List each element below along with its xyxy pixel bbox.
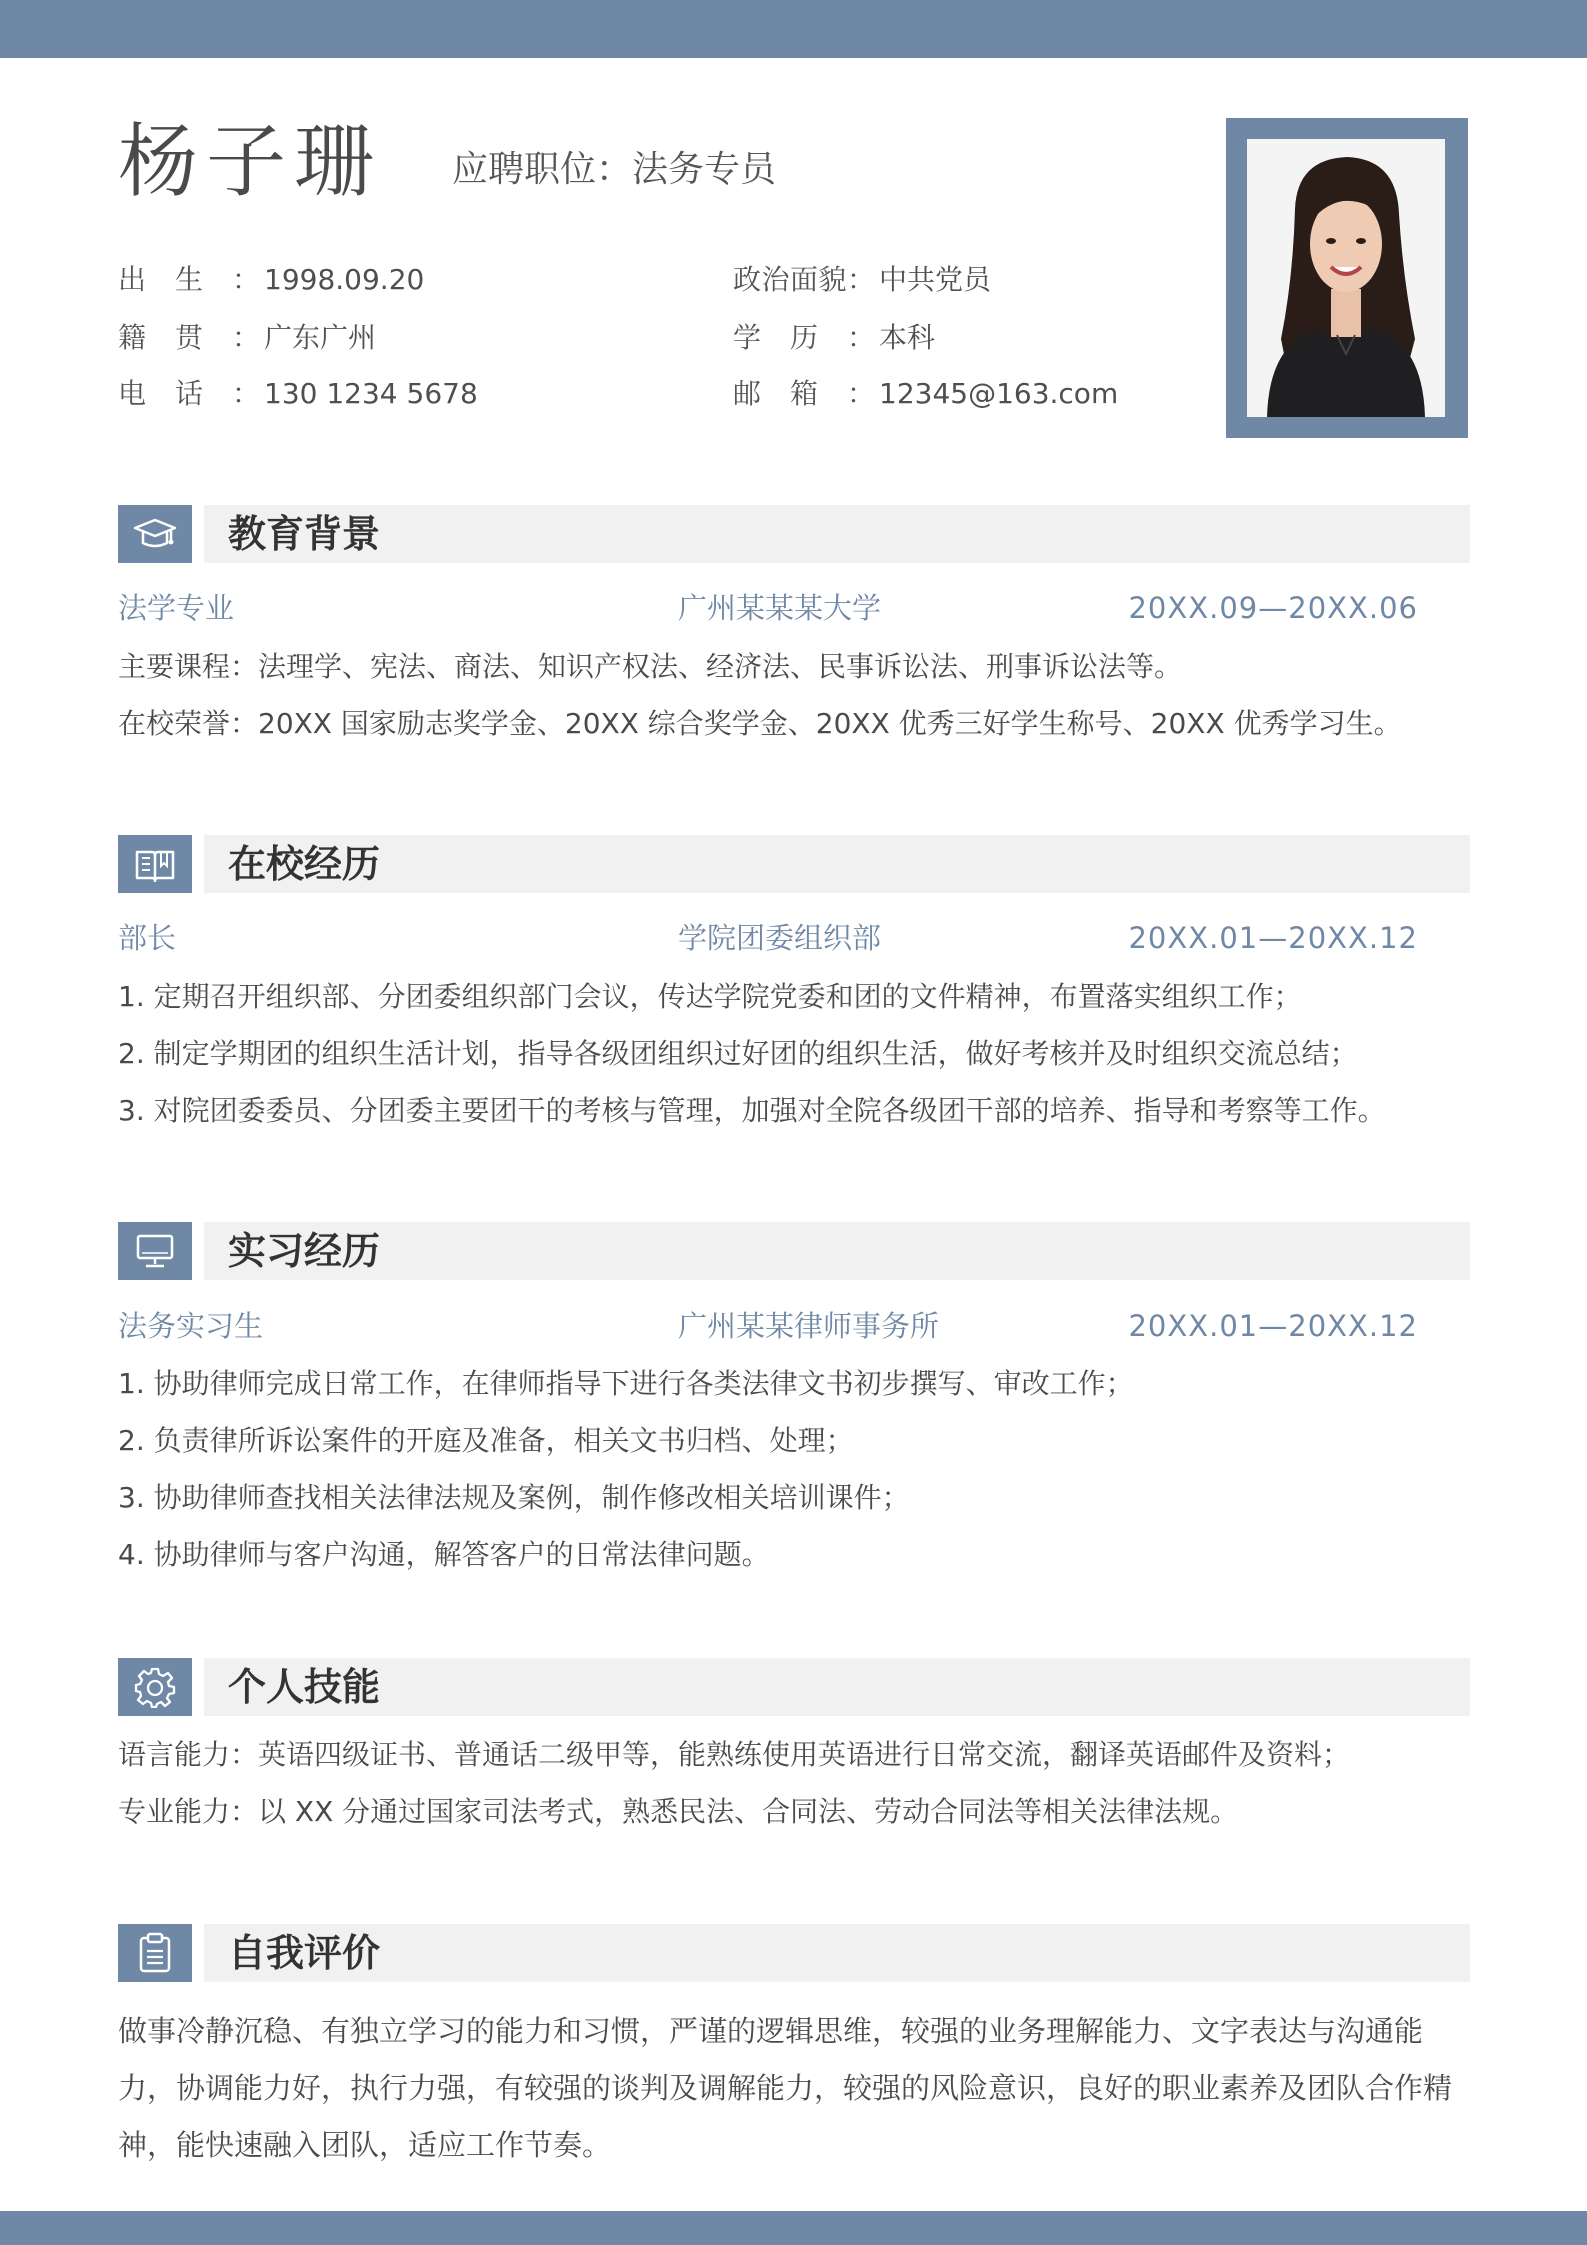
info-value: 中共党员: [879, 263, 992, 296]
info-phone: [118, 374, 478, 414]
internship-period: 20XX.01—20XX.12: [1128, 1309, 1418, 1343]
candidate-name: 杨子珊: [118, 115, 382, 208]
skill-language: 语言能力：英语四级证书、普通话二级甲等，能熟练使用英语进行日常交流，翻译英语邮件及资料；: [118, 1738, 1351, 1771]
section-title: 教育背景: [228, 512, 381, 556]
campus-summary-row: [118, 916, 1418, 960]
campus-period: 20XX.01—20XX.12: [1128, 921, 1418, 955]
internship-item: 4. 协助律师与客户沟通，解答客户的日常法律问题。: [118, 1538, 770, 1571]
info-label: 政治面貌：: [733, 263, 875, 296]
section-bar: [204, 1924, 1470, 1982]
info-hometown: [118, 318, 376, 358]
section-header-skills: [118, 1658, 1470, 1716]
campus-item: 3. 对院团委委员、分团委主要团干的考核与管理，加强对全院各级团干部的培养、指导和考察等工作。: [118, 1094, 1386, 1127]
graduation-cap-icon: [118, 505, 192, 563]
section-header-self-eval: [118, 1924, 1470, 1982]
section-bar: [204, 505, 1470, 563]
top-band: [0, 0, 1587, 58]
skill-professional: 专业能力：以 XX 分通过国家司法考式，熟悉民法、合同法、劳动合同法等相关法律法规。: [118, 1795, 1239, 1828]
info-email: [733, 374, 1118, 414]
education-major: 法学专业: [118, 591, 235, 625]
info-label: 出生：: [118, 263, 260, 296]
job-title: 应聘职位：法务专员: [452, 149, 777, 190]
section-title: 实习经历: [228, 1229, 381, 1273]
info-value: 12345@163.com: [879, 377, 1119, 410]
section-header-education: [118, 505, 1470, 563]
section-header-campus: [118, 835, 1470, 893]
clipboard-icon: [118, 1924, 192, 1982]
info-degree: [733, 318, 935, 358]
campus-item: 1. 定期召开组织部、分团委组织部门会议，传达学院党委和团的文件精神，布置落实组织工作；: [118, 980, 1302, 1013]
campus-org: 学院团委组织部: [678, 921, 882, 955]
info-value: 本科: [879, 321, 936, 354]
bottom-band: [0, 2211, 1587, 2245]
section-title: 在校经历: [228, 842, 381, 886]
section-bar: [204, 1658, 1470, 1716]
info-label: 电话：: [118, 377, 260, 410]
photo-frame: [1226, 118, 1468, 438]
campus-item: 2. 制定学期团的组织生活计划，指导各级团组织过好团的组织生活，做好考核并及时组织交流总结；: [118, 1037, 1358, 1070]
info-birth: [118, 260, 424, 300]
section-title: 自我评价: [228, 1931, 381, 1975]
internship-item: 1. 协助律师完成日常工作，在律师指导下进行各类法律文书初步撰写、审改工作；: [118, 1367, 1134, 1400]
education-summary-row: [118, 586, 1418, 630]
internship-role: 法务实习生: [118, 1309, 264, 1343]
profile-photo: [1247, 139, 1445, 417]
education-period: 20XX.09—20XX.06: [1128, 591, 1418, 625]
internship-item: 3. 协助律师查找相关法律法规及案例，制作修改相关培训课件；: [118, 1481, 910, 1514]
internship-org: 广州某某律师事务所: [678, 1309, 940, 1343]
monitor-icon: [118, 1222, 192, 1280]
info-label: 学历：: [733, 321, 875, 354]
education-courses: 主要课程：法理学、宪法、商法、知识产权法、经济法、民事诉讼法、刑事诉讼法等。: [118, 650, 1183, 683]
education-school: 广州某某某大学: [678, 591, 882, 625]
internship-summary-row: [118, 1304, 1418, 1348]
self-evaluation-text: 做事冷静沉稳、有独立学习的能力和习惯，严谨的逻辑思维，较强的业务理解能力、文字表达与沟通能力，协调能力好，执行力强，有较强的谈判及调解能力，较强的风险意识，良好的职业素养及团队合作精神，能快速融入团队，适应工作节奏。: [118, 2014, 1453, 2162]
info-value: 广东广州: [264, 321, 377, 354]
campus-role: 部长: [118, 921, 177, 955]
section-bar: [204, 835, 1470, 893]
gear-icon: [118, 1658, 192, 1716]
education-honors: 在校荣誉：20XX 国家励志奖学金、20XX 综合奖学金、20XX 优秀三好学生称号、20XX 优秀学习生。: [118, 707, 1402, 740]
info-value: 1998.09.20: [264, 263, 425, 296]
book-icon: [118, 835, 192, 893]
section-header-internship: [118, 1222, 1470, 1280]
section-bar: [204, 1222, 1470, 1280]
info-label: 籍贯：: [118, 321, 260, 354]
info-value: 130 1234 5678: [264, 377, 478, 410]
section-title: 个人技能: [228, 1665, 381, 1709]
internship-item: 2. 负责律所诉讼案件的开庭及准备，相关文书归档、处理；: [118, 1424, 854, 1457]
info-label: 邮箱：: [733, 377, 875, 410]
info-political: [733, 260, 991, 300]
